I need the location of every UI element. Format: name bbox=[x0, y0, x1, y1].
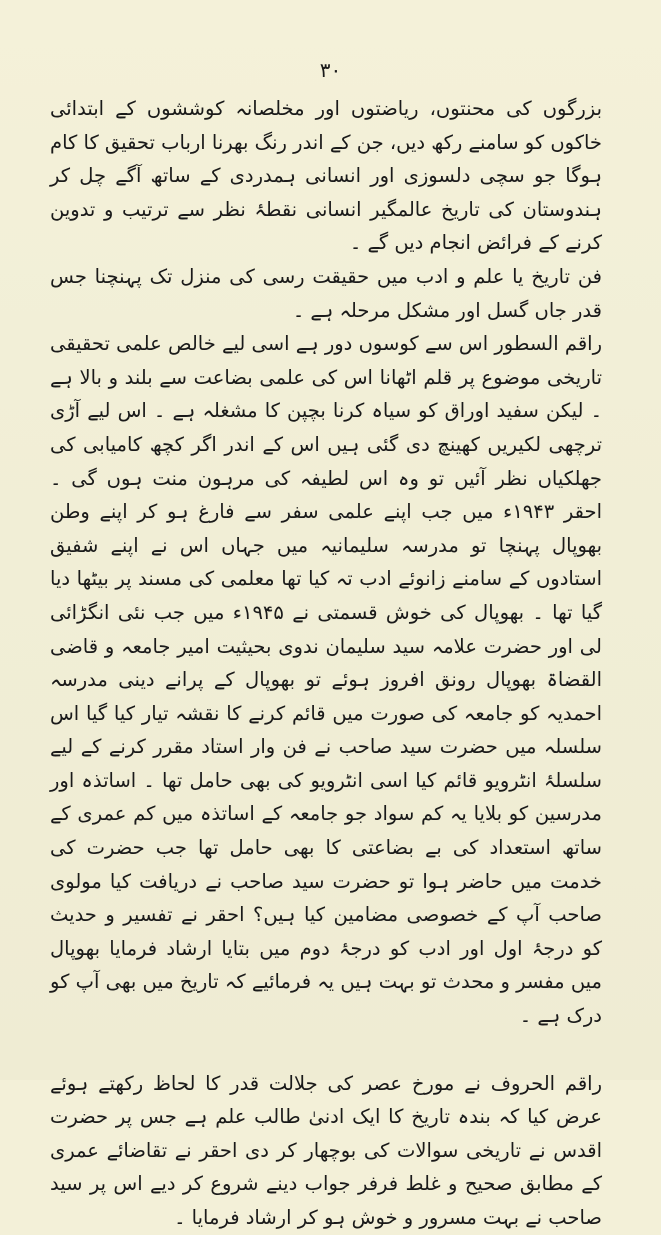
paragraph-1: بزرگوں کی محنتوں، ریاضتوں اور مخلصانہ کوششوں کے ابتدائی خاکوں کو سامنے رکھ دیں، جن کے اندر رنگ بھرنا ارباب تحقیق کا کام ہوگا جو سچی دلسوزی اور انسانی ہمدردی کے ساتھ آگے چل کر ہندوستان کی تاریخ عالمگیر انسانی نقطۂ نظر سے ترتیب و تدوین کرنے کے فرائض انجام دیں گے ۔ bbox=[50, 97, 602, 255]
paragraph-3: راقم السطور اس سے کوسوں دور ہے اسی لیے خالص علمی تحقیقی تاریخی موضوع پر قلم اٹھانا اس کی علمی بضاعت سے بلند و بالا ہے ۔ لیکن سفید اوراق کو سیاہ کرنا بچپن کا مشغلہ ہے ۔ اس لیے آڑی ترچھی لکیریں کھینچ دی گئی ہیں اس کے اندر اگر کچھ کامیابی کی جھلکیاں نظر آئیں تو وہ اس لطیفہ کی مرہون منت ہوں گی ۔ احقر ۱۹۴۳ء میں جب اپنے علمی سفر سے فارغ ہو کر اپنے وطن بھوپال پہنچا تو مدرسہ سلیمانیہ میں جہاں اس نے اپنے شفیق استادوں کے سامنے زانوئے ادب تہ کیا تھا معلمی کی مسند پر بیٹھا دیا گیا تھا ۔ بھوپال کی خوش قسمتی نے ۱۹۴۵ء میں جب نئی انگڑائی لی اور حضرت علامہ سید سلیمان ندوی بحیثیت امیر جامعہ و قاضی القضاۃ بھوپال رونق افروز ہوئے تو بھوپال کے پرانے دینی مدرسہ احمدیہ کو جامعہ کی صورت میں قائم کرنے کا نقشہ تیار کیا گیا اس سلسلہ میں حضرت سید صاحب نے فن وار استاد مقرر کرنے کے لیے سلسلۂ انٹرویو قائم کیا اسی انٹرویو کی بھی حامل تھا ۔ اساتذہ اور مدرسین کو بلایا یہ کم سواد جو جامعہ کے اساتذہ میں کم عمری کے ساتھ استعداد کی بے بضاعتی کا بھی حامل تھا جب حضرت کی خدمت میں حاضر ہوا تو حضرت سید صاحب نے دریافت کیا مولوی صاحب آپ کے خصوصی مضامین کیا ہیں؟ احقر نے تفسیر و حدیث کو درجۂ اول اور ادب کو درجۂ دوم میں بتایا ارشاد فرمایا بھوپال میں مفسر و محدث تو بہت ہیں یہ فرمائیے کہ تاریخ میں بھی آپ کو درک ہے ۔ bbox=[50, 332, 602, 1028]
paragraph-2: فن تاریخ یا علم و ادب میں حقیقت رسی کی منزل تک پہنچنا جس قدر جاں گسل اور مشکل مرحلہ ہے ۔ bbox=[50, 264, 602, 322]
paragraph-4: راقم الحروف نے مورخ عصر کی جلالت قدر کا لحاظ رکھتے ہوئے عرض کیا کہ بندہ تاریخ کا ایک ادنیٰ طالب علم ہے جس پر حضرت اقدس نے تاریخی سوالات کی بوچھار کر دی احقر نے تقاضائے عمری کے مطابق صحیح و غلط فرفر جواب دینے شروع کر دیے اس پر سید صاحب نے بہت مسرور و خوش ہو کر ارشاد فرمایا ۔ bbox=[50, 1071, 602, 1229]
body-text bbox=[50, 92, 602, 1235]
page-number: ۳۰ bbox=[319, 58, 342, 82]
